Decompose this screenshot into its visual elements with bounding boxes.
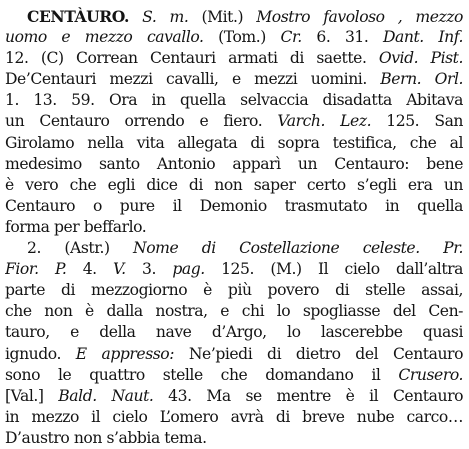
entry-body [5, 6, 463, 449]
text-line [5, 6, 463, 27]
text-segment: sono le quattro stelle che domandano il [5, 365, 399, 384]
text-line [5, 217, 463, 238]
italic-text: V. [113, 260, 126, 279]
text-line [5, 196, 463, 217]
italic-text: Crusero. [398, 365, 463, 384]
text-segment: Girolamo nella vita allegata di sopra testifica, che al [5, 133, 463, 152]
text-segment: (Mit.) [201, 8, 257, 26]
text-segment: 1. 13. 59. Ora in quella selvaccia disadatta Abitava [5, 91, 463, 110]
italic-text: Bald. Naut. [58, 386, 154, 405]
text-segment: Centauro o pure il Demonio trasmutato in quella [5, 196, 463, 215]
text-segment: tauro, e della nave d’Argo, lo lascerebbe quasi [5, 323, 463, 342]
italic-text: uomo e mezzo cavallo. [5, 28, 204, 47]
text-segment: (Tom.) [203, 28, 281, 47]
italic-text: Ovid. Pist. [378, 49, 463, 68]
text-segment: in mezzo il cielo L’omero avrà di breve nube carco… [5, 407, 463, 426]
text-segment: 3. [125, 260, 173, 279]
italic-text: Nome di Costellazione celeste. [133, 239, 420, 258]
text-line [5, 322, 463, 343]
text-line [5, 280, 463, 301]
text-segment: De’Centauri mezzi cavalli, e mezzi uomini. [5, 70, 381, 89]
text-segment: [Val.] [5, 386, 59, 405]
text-segment: parte di mezzogiorno è più povero di stelle assai, [5, 281, 463, 300]
text-segment: 12. (C) Correan Centauri armati di saette. [5, 49, 379, 68]
italic-text: Dant. Inf. [383, 28, 463, 47]
text-line [5, 175, 463, 196]
text-segment: che non è dalla nostra, e chi lo spogliasse del Cen- [5, 302, 463, 321]
text-segment: medesimo santo Antonio apparì un Centauro: bene [5, 154, 463, 173]
text-line [5, 48, 463, 69]
text-segment [420, 239, 443, 257]
text-line [5, 69, 463, 90]
text-line [5, 365, 463, 386]
italic-text: Fior. P. [5, 260, 67, 279]
italic-text: Pr. [443, 239, 463, 258]
italic-text: Mostro favoloso , mezzo [256, 8, 463, 26]
text-line [5, 238, 463, 259]
italic-text: Cr. [280, 28, 302, 47]
italic-text: Varch. Lez. [277, 112, 372, 131]
text-segment: 2. (Astr.) [27, 239, 134, 258]
text-segment: Ne’piedi di dietro del Centauro [174, 344, 463, 363]
text-line [5, 259, 463, 280]
text-segment: è vero che egli dice di non saper certo s’egli era un [5, 175, 463, 194]
text-line [5, 90, 463, 111]
text-segment: ignudo. [5, 344, 76, 363]
italic-text: pag. [172, 260, 205, 279]
text-line [5, 386, 463, 407]
text-segment: D’austro non s’abbia tema. [5, 428, 207, 447]
text-segment: 43. Ma se mentre è il Centauro [153, 386, 463, 405]
italic-text: E appresso: [75, 344, 175, 363]
text-line [5, 301, 463, 322]
text-segment: 125. (M.) Il cielo dall’altra [204, 260, 463, 279]
text-segment: 125. San [371, 112, 463, 131]
text-line [5, 407, 463, 428]
text-line [5, 344, 463, 365]
text-line [5, 27, 463, 48]
text-line [5, 111, 463, 132]
text-segment: forma per beffarlo. [5, 217, 147, 236]
italic-text: S. m. [129, 8, 202, 26]
text-segment: un Centauro orrendo e fiero. [5, 112, 278, 131]
text-segment: 6. 31. [301, 28, 383, 47]
headword: CENTÀURO. [27, 7, 130, 26]
text-line [5, 154, 463, 175]
italic-text: Bern. Orl. [380, 70, 463, 89]
text-segment: 4. [66, 260, 114, 279]
text-line [5, 133, 463, 154]
